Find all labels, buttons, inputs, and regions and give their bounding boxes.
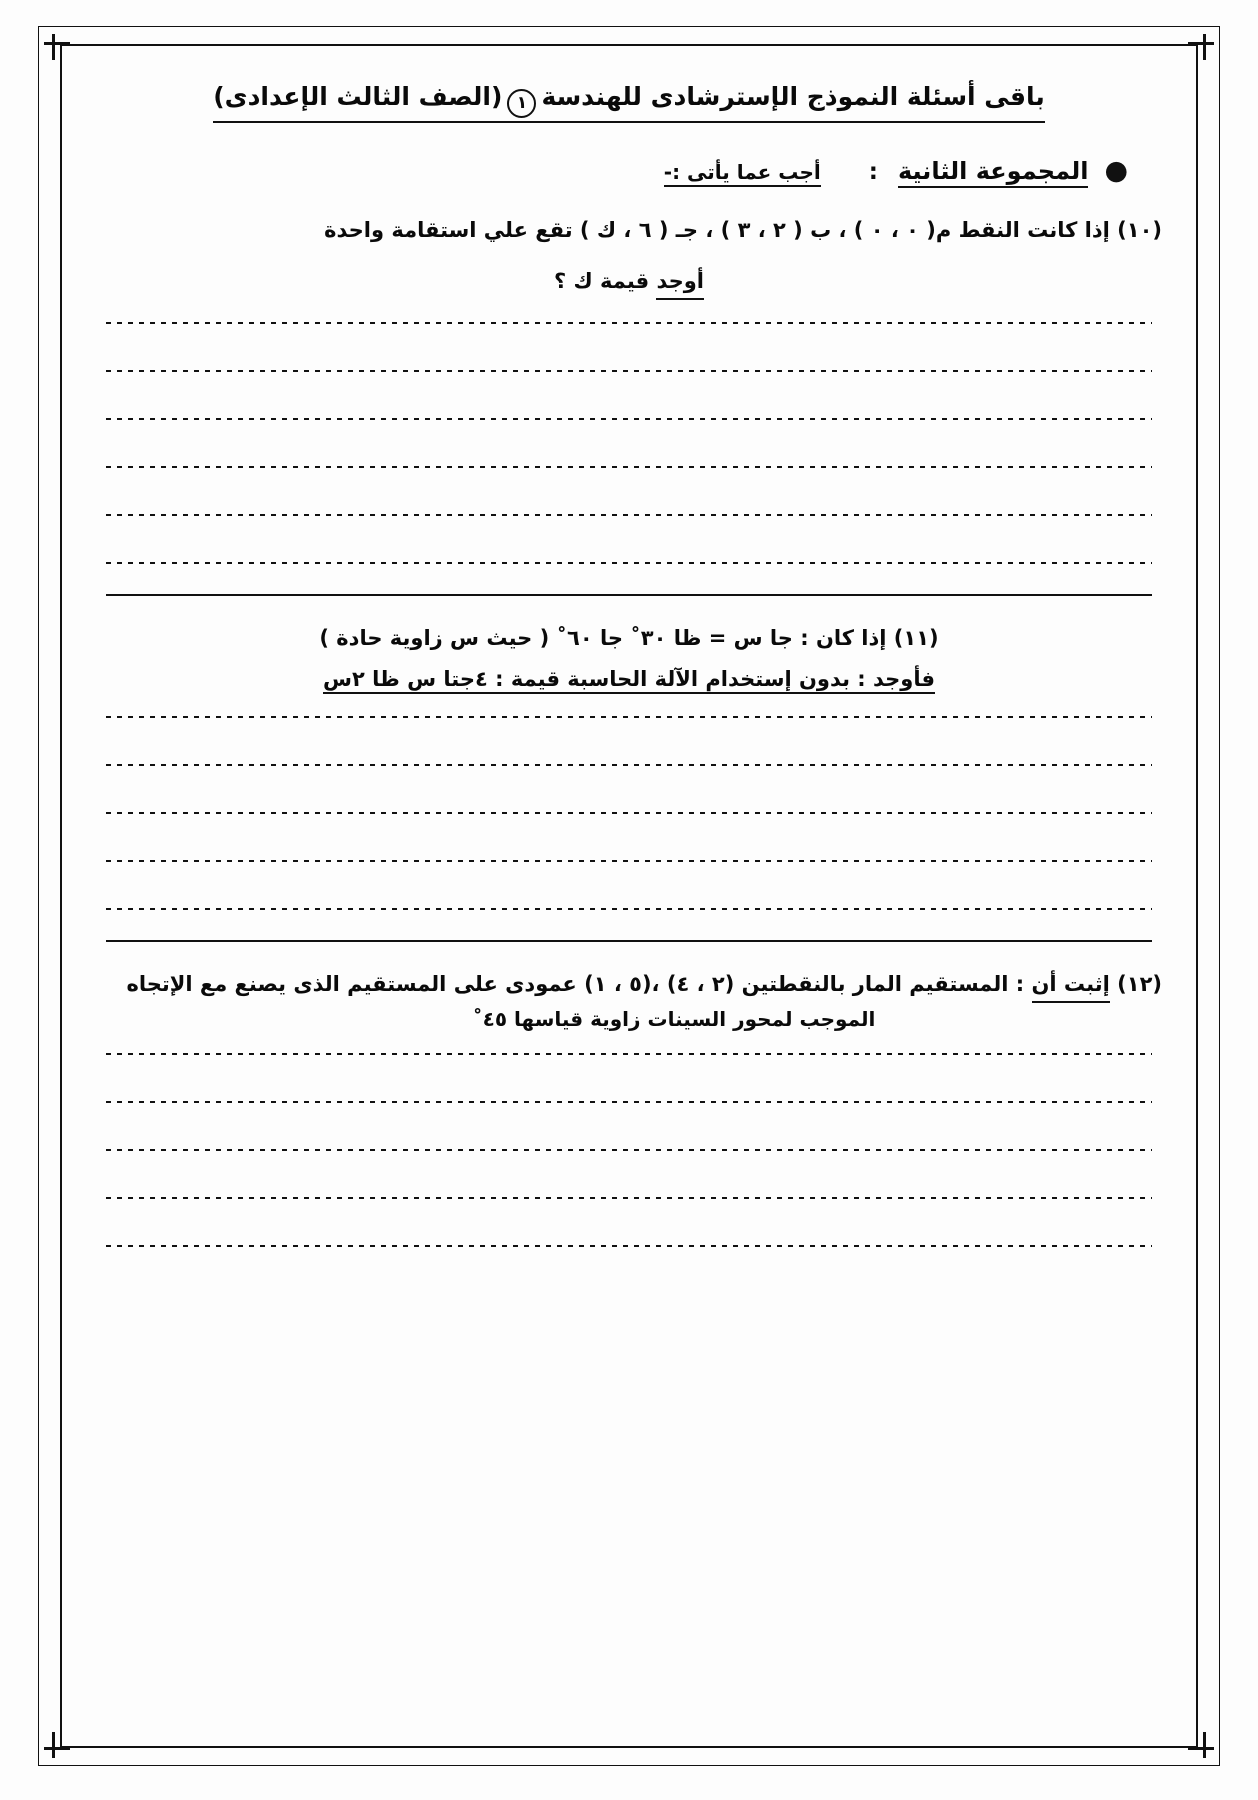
section-header <box>92 157 1166 188</box>
answer-line[interactable] <box>106 1245 1152 1247</box>
corner-tick-bottom-left-h <box>1188 1747 1214 1750</box>
question-11-line2-wrap <box>92 667 1166 694</box>
question-10-answer-lines <box>92 322 1166 564</box>
answer-line[interactable] <box>106 466 1152 468</box>
page-title <box>92 82 1166 123</box>
question-10-line2 <box>92 265 1166 301</box>
corner-tick-bottom-left-v <box>1203 1732 1206 1758</box>
question-10-find-underlined: أوجد <box>656 265 704 301</box>
corner-tick-bottom-right-h <box>44 1747 70 1750</box>
question-10-line1: (١٠) إذا كانت النقط م( ٠ ، ٠ ) ، ب ( ٢ ، ٣ ) ، جـ ( ٦ ، ك ) تقع علي استقامة واحدة <box>324 218 1162 242</box>
question-10 <box>92 214 1166 596</box>
question-10-divider <box>106 594 1152 596</box>
corner-tick-bottom-right-v <box>52 1732 55 1758</box>
question-11-answer-lines <box>92 716 1166 910</box>
question-11 <box>92 622 1166 942</box>
answer-line[interactable] <box>106 1149 1152 1151</box>
question-12-line2: الموجب لمحور السينات زاوية قياسها ٤٥˚ <box>472 1007 876 1032</box>
question-12-answer-lines <box>92 1053 1166 1247</box>
title-main: باقى أسئلة النموذج الإسترشادى للهندسة <box>541 82 1045 111</box>
answer-line[interactable] <box>106 418 1152 420</box>
corner-tick-top-right-h <box>44 42 70 45</box>
question-11-line1: (١١) إذا كان : جا س = ظا ٣٠˚ جا ٦٠˚ ( حيث س زاوية حادة ) <box>319 626 939 651</box>
answer-line[interactable] <box>106 322 1152 324</box>
bullet-icon: ● <box>1104 155 1128 186</box>
title-grade: (الصف الثالث الإعدادى) <box>213 82 503 111</box>
section-instruction: أجب عما يأتى :- <box>664 160 821 187</box>
question-12-line1 <box>92 968 1166 1004</box>
answer-line[interactable] <box>106 860 1152 862</box>
answer-line[interactable] <box>106 1053 1152 1055</box>
answer-line[interactable] <box>106 812 1152 814</box>
title-badge-icon: ١ <box>507 89 536 118</box>
answer-line[interactable] <box>106 562 1152 564</box>
corner-tick-top-left-v <box>1203 34 1206 60</box>
answer-line[interactable] <box>106 1101 1152 1103</box>
question-12-prove-underlined: إثبت أن <box>1032 968 1110 1004</box>
question-11-divider <box>106 940 1152 942</box>
question-12 <box>92 968 1166 1248</box>
answer-line[interactable] <box>106 1197 1152 1199</box>
title-text-group <box>213 82 1045 123</box>
answer-line[interactable] <box>106 908 1152 910</box>
corner-tick-top-right-v <box>52 34 55 60</box>
answer-line[interactable] <box>106 716 1152 718</box>
question-12-line1-rest: : المستقيم المار بالنقطتين (٢ ، ٤) ،(٥ ، ١) عمودى على المستقيم الذى يصنع مع الإتجاه <box>126 971 1032 996</box>
answer-line[interactable] <box>106 514 1152 516</box>
question-10-find-rest: قيمة ك ؟ <box>553 268 657 293</box>
corner-tick-top-left-h <box>1188 42 1214 45</box>
section-colon: : <box>868 159 878 185</box>
worksheet-content <box>92 56 1166 1730</box>
question-11-line2: فأوجد : بدون إستخدام الآلة الحاسبة قيمة : ٤جتا س ظا ٢س <box>323 667 935 694</box>
answer-line[interactable] <box>106 370 1152 372</box>
question-12-number: (١٢) <box>1109 971 1162 996</box>
section-heading: المجموعة الثانية <box>898 157 1088 188</box>
answer-line[interactable] <box>106 764 1152 766</box>
